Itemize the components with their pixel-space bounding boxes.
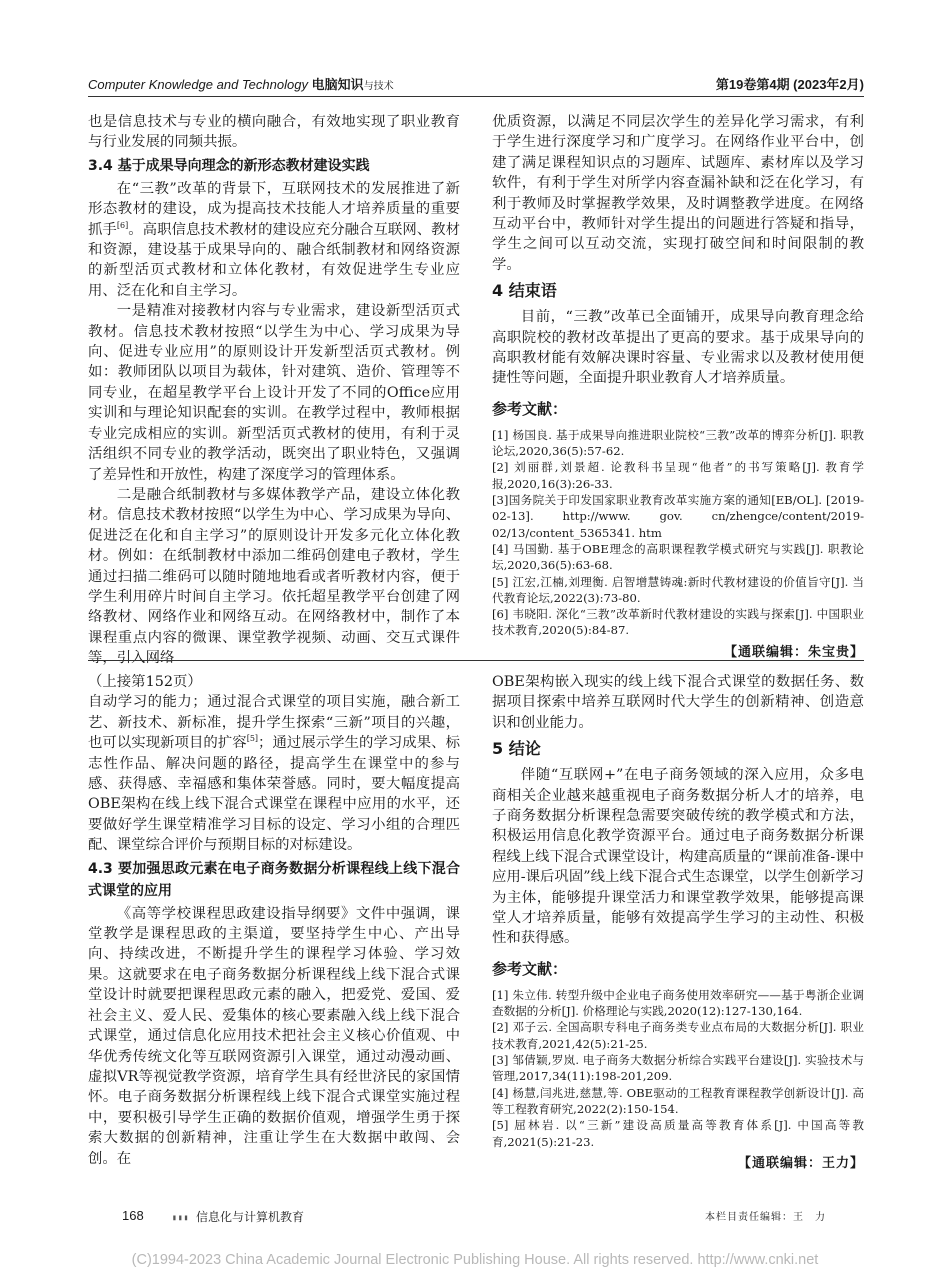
paragraph-text: ；通过展示学生的学习成果、标志性作品、解决问题的路径，提高学生在课堂中的参与感、获得感、幸福感和集体荣誉感。同时，要大幅度提高OBE架构在线上线下混合式课堂在课程中应用的水平，还要做好学生课堂精准学习目标的设定、学习小组的合理匹配、课堂综合评价与预期目标的对标建设。: [88, 735, 460, 854]
journal-name-cn: 电脑知识: [311, 77, 364, 92]
reference-item: [5] 屈林岩. 以“三新”建设高质量高等教育体系[J]. 中国高等教育,2021(5):21-23.: [492, 1118, 864, 1149]
article-divider: [88, 660, 864, 661]
section-heading-3-4: 3.4 基于成果导向理念的新形态教材建设实践: [88, 157, 370, 174]
liaison-editor: 【通联编辑：朱宝贵】: [723, 644, 864, 660]
issue-info: 第19卷第4期 (2023年2月): [715, 77, 864, 92]
reference-item: [3]国务院关于印发国家职业教育改革实施方案的通知[EB/OL]. [2019-02-13]. http://www. gov. cn/zhengce/content/2019-02/13/content_5365341. htm: [492, 493, 864, 540]
reference-item: [2] 邓子云. 全国高职专科电子商务类专业点布局的大数据分析[J]. 职业技术教育,2021,42(5):21-25.: [492, 1020, 864, 1051]
reference-list: [492, 987, 864, 1150]
liaison-editor: 【通联编辑：王力】: [737, 1155, 864, 1171]
reference-item: [3] 邹倩颖,罗岚. 电子商务大数据分析综合实践平台建设[J]. 实验技术与管理,2017,34(11):198-201,209.: [492, 1053, 864, 1084]
reference-item: [4] 马国勤. 基于OBE理念的高职课程教学模式研究与实践[J]. 职教论坛,2020,36(5):63-68.: [492, 541, 864, 573]
footer-dots-icon: ▮▮▮: [172, 1213, 190, 1222]
reference-item: [4] 杨慧,闫兆进,慈慧,等. OBE驱动的工程教育课程教学创新设计[J]. 高等工程教育研究,2022(2):150-154.: [492, 1085, 864, 1116]
paragraph: 二是融合纸制教材与多媒体教学产品，建设立体化教材。信息技术教材按照“以学生为中心、学习成果为导向、促进泛在化和自主学习”的原则设计开发多元化立体化教材。例如：在纸制教材中添加二维码创建电子教材，学生通过扫描二维码可以随时随地地看或者听教材内容，便于学生利用碎片时间自主学习。依托超星教学平台创建了网络教材、网络作业和网络互动。在网络教材中，制作了本课程重点内容的微课、课堂教学视频、动画、交互式课件等，引入网络: [88, 486, 460, 667]
reference-item: [5] 江宏,江楠,刘理衡. 启智增慧铸魂:新时代教材建设的价值旨守[J]. 当代教育论坛,2022(3):73-80.: [492, 574, 864, 605]
reference-item: [1] 朱立伟. 转型升级中企业电子商务使用效率研究——基于粤浙企业调查数据的分析[J]. 价格理论与实践,2020(12):127-130,164.: [492, 987, 864, 1019]
paragraph: [88, 692, 460, 855]
citation-marker: [5]: [246, 734, 259, 744]
footer-column-name: 信息化与计算机教育: [196, 1210, 305, 1224]
paragraph: [88, 179, 460, 301]
top-left-column: [88, 112, 460, 669]
header-rule: [88, 96, 864, 97]
top-right-column: [492, 112, 864, 663]
journal-name-en: Computer Knowledge and Technology: [88, 77, 308, 92]
section-editor: 本栏目责任编辑：王 力: [705, 1212, 826, 1223]
paragraph: 优质资源，以满足不同层次学生的差异化学习需求，有利于学生进行深度学习和广度学习。在网络作业平台中，创建了满足课程知识点的习题库、试题库、素材库以及学习软件，有利于学生对所学内容查漏补缺和泛在化学习，有利于教师及时掌握教学效果，及时调整教学进度。在网络互动平台中，教师针对学生提出的问题进行答疑和指导，学生之间可以互动交流，实现打破空间和时间限制的教学。: [492, 114, 864, 273]
citation-marker: [6]: [116, 220, 129, 230]
bottom-right-column: [492, 672, 864, 1174]
reference-item: [6] 韦晓阳. 深化“三教”改革新时代教材建设的实践与探索[J]. 中国职业技术教育,2020(5):84-87.: [492, 607, 864, 638]
references-title: 参考文献：: [492, 959, 568, 978]
journal-name-suffix: 与技术: [363, 81, 394, 92]
journal-name: [88, 74, 394, 93]
references-title: 参考文献：: [492, 399, 568, 418]
paragraph-text: 在“三教”改革的背景下，互联网技术的发展推进了新形态教材的建设，成为提高技术技能人才培养质量的重要抓手: [88, 180, 460, 238]
paragraph: 一是精准对接教材内容与专业需求，建设新型活页式教材。信息技术教材按照“以学生为中心、学习成果为导向、促进专业应用”的原则设计开发新型活页式教材。例如：教师团队以项目为载体，针对建筑、造价、管理等不同专业，在超星教学平台上设计开发了不同的Office应用实训和与理论知识配套的实训。在教学过程中，教师根据专业完成相应的实训。新型活页式教材的使用，有利于灵活组织不同专业的教学活动，既突出了职业特色，又强调了差异性和开放性，构建了深度学习的管理体系。: [88, 303, 460, 483]
paragraph: 目前，“三教”改革已全面铺开，成果导向教育理念给高职院校的教材改革提出了更高的要求。基于成果导向的高职教材能有效解决课时容量、专业需求以及教材使用便捷性等问题，全面提升职业教育人才培养质量。: [492, 309, 864, 387]
section-heading-5: 5 结论: [492, 739, 541, 759]
page-number: 168: [122, 1208, 144, 1223]
reference-item: [1] 杨国良. 基于成果导向推进职业院校“三教”改革的博弈分析[J]. 职教论坛,2020,36(5):57-62.: [492, 427, 864, 459]
paragraph: 《高等学校课程思政建设指导纲要》文件中强调，课堂教学是课程思政的主渠道，要坚持学生中心、产出导向、持续改进，不断提升学生的课程学习体验、学习效果。这就要求在电子商务数据分析课程线上线下混合式课堂设计时就要把课程思政元素的融入，把爱党、爱国、爱社会主义、爱人民、爱集体的核心要素融入线上线下混合式课堂，通过信息化应用技术把社会主义核心价值观、中华优秀传统文化等互联网资源引入课堂，通过动漫动画、虚拟VR等视觉教学资源，培育学生具有经世济民的家国情怀。电子商务数据分析课程线上线下混合式课堂实施过程中，要积极引导学生正确的数据价值观，增强学生勇于探索大数据的创新精神，注重让学生在大数据中敢闯、会创。在: [88, 905, 460, 1167]
paragraph-text: 。高职信息技术教材的建设应充分融合互联网、教材和资源，建设基于成果导向的、融合纸制教材和网络资源的新型活页式教材和立体化教材，有效促进学生专业应用、泛在化和自主学习。: [88, 221, 460, 299]
paragraph-text: 自动学习的能力；通过混合式课堂的项目实施，融合新工艺、新技术、新标准，提升学生探索“三新”项目的兴趣，也可以实现新项目的扩容: [88, 694, 460, 752]
running-header: [88, 72, 864, 94]
paragraph: 也是信息技术与专业的横向融合，有效地实现了职业教育与行业发展的同频共振。: [88, 114, 460, 151]
reference-list: [492, 427, 864, 639]
reference-item: [2] 刘丽群,刘景超. 论教科书呈现“他者”的书写策略[J]. 教育学报,2020,16(3):26-33.: [492, 460, 864, 491]
copyright-watermark: (C)1994-2023 China Academic Journal Electronic Publishing House. All rights reserved. http://www.cnki.net: [131, 1252, 819, 1268]
paragraph: OBE架构嵌入现实的线上线下混合式课堂的数据任务、数据项目探索中培养互联网时代大学生的创新精神、创造意识和创业能力。: [492, 674, 864, 731]
paragraph: 伴随“互联网+”在电子商务领域的深入应用，众多电商相关企业越来越重视电子商务数据分析人才的培养，电子商务数据分析课程急需要突破传统的教学模式和方法，积极运用信息化教学资源平台。通过电子商务数据分析课程线上线下混合式课堂设计，构建高质量的“课前准备-课中应用-课后巩固”线上线下混合式生态课堂，以学生创新学习为主体，能够提升课堂活力和课堂教学效果，能够提高课堂人才培养质量，能够有效提高学生学习的主动性、积极性和获得感。: [492, 767, 864, 947]
section-heading-4: 4 结束语: [492, 281, 557, 301]
bottom-left-column: [88, 672, 460, 1169]
continued-from: （上接第152页）: [88, 674, 202, 690]
section-heading-4-3: 4.3 要加强思政元素在电子商务数据分析课程线上线下混合式课堂的应用: [88, 860, 460, 899]
